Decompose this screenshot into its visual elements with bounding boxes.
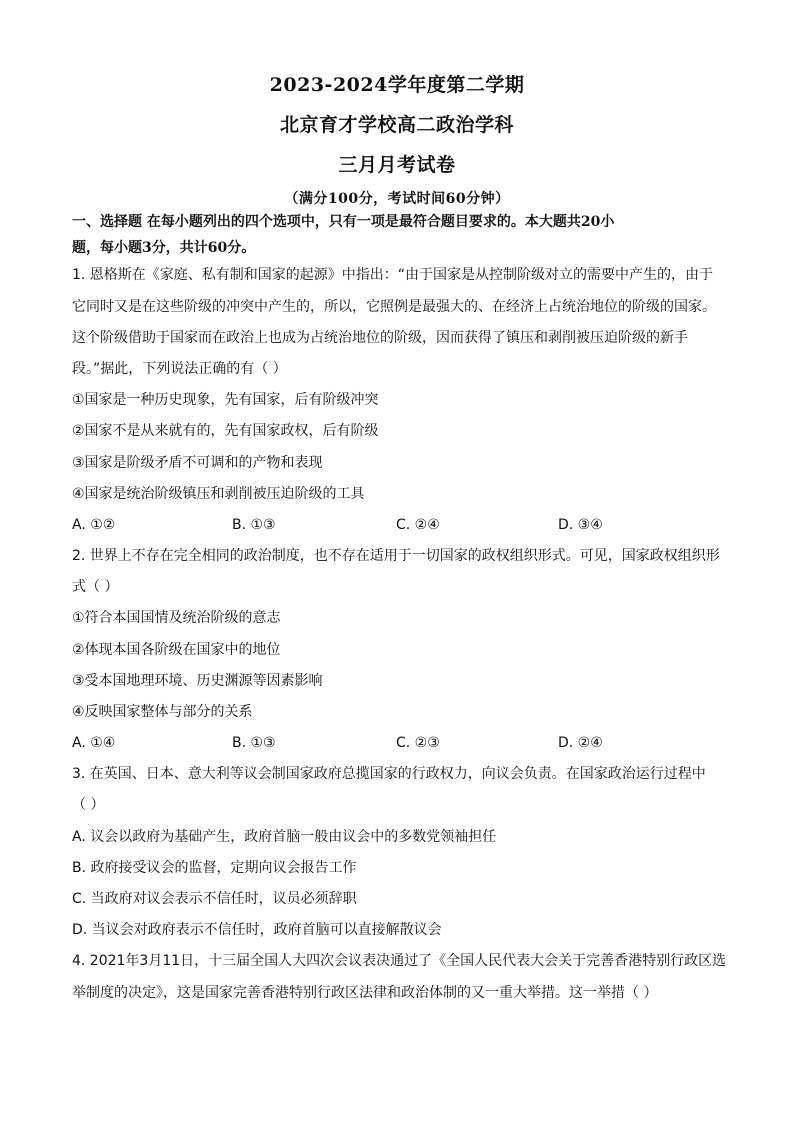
q3-choice-b: B. 政府接受议会的监督，定期向议会报告工作	[72, 860, 357, 876]
q2-item-4: ④反映国家整体与部分的关系	[72, 704, 253, 720]
q2-item-2: ②体现本国各阶级在国家中的地位	[72, 642, 281, 658]
q4-stem-line-2: 举制度的决定》，这是国家完善香港特别行政区法律和政治体制的又一重大举措。这一举措（ ）	[72, 985, 658, 1001]
q3-stem-line-1: 3. 在英国、日本、意大利等议会制国家政府总揽国家的行政权力，向议会负责。在国家政治运行过程中	[72, 766, 706, 782]
q1-item-1: ①国家是一种历史现象，先有国家，后有阶级冲突	[72, 392, 379, 408]
exam-year-title: 2023-2024学年度第二学期	[269, 74, 525, 96]
q1-option-b: B. ①③	[232, 517, 276, 533]
q1-option-c: C. ②④	[396, 517, 440, 533]
q3-stem-line-2: （ ）	[72, 797, 105, 813]
exam-name-title: 三月月考试卷	[338, 154, 456, 176]
q2-stem-line-2: 式（ ）	[72, 579, 119, 595]
q3-choice-c: C. 当政府对议会表示不信任时，议员必须辞职	[72, 891, 357, 907]
q2-option-c: C. ②③	[396, 735, 440, 751]
section-instruction-line-2: 题，每小题3分，共计60分。	[72, 240, 256, 256]
q2-option-b: B. ①③	[232, 735, 276, 751]
q2-option-a: A. ①④	[72, 735, 116, 751]
q2-stem-line-1: 2. 世界上不存在完全相同的政治制度，也不存在适用于一切国家的政权组织形式。可见，国家政权组织形	[72, 548, 720, 564]
q1-item-2: ②国家不是从来就有的，先有国家政权，后有阶级	[72, 423, 379, 439]
section-instruction-line-1: 一、选择题 在每小题列出的四个选项中，只有一项是最符合题目要求的。本大题共20小	[72, 214, 615, 230]
q1-stem-line-3: 这个阶级借助于国家而在政治上也成为占统治地位的阶级，因而获得了镇压和剥削被压迫阶级的新手	[72, 330, 688, 346]
q1-stem-line-2: 它同时又是在这些阶级的冲突中产生的，所以，它照例是最强大的、在经济上占统治地位的阶级的国家。	[72, 299, 716, 315]
school-subject-title: 北京育才学校高二政治学科	[279, 114, 514, 136]
q2-item-3: ③受本国地理环境、历史渊源等因素影响	[72, 673, 323, 689]
q3-choice-a: A. 议会以政府为基础产生，政府首脑一般由议会中的多数党领袖担任	[72, 829, 497, 845]
q1-option-a: A. ①②	[72, 517, 116, 533]
exam-score-time-note: （满分100分，考试时间60分钟）	[284, 191, 510, 207]
q2-option-d: D. ②④	[558, 735, 603, 751]
q1-item-3: ③国家是阶级矛盾不可调和的产物和表现	[72, 455, 323, 471]
q4-stem-line-1: 4. 2021年3月11日，十三届全国人大四次会议表决通过了《全国人民代表大会关于完善香港特别行政区选	[72, 953, 727, 969]
q1-option-d: D. ③④	[558, 517, 603, 533]
q1-stem-line-1: 1. 恩格斯在《家庭、私有制和国家的起源》中指出：“由于国家是从控制阶级对立的需要中产生的，由于	[72, 267, 714, 283]
q1-item-4: ④国家是统治阶级镇压和剥削被压迫阶级的工具	[72, 486, 365, 502]
q2-item-1: ①符合本国国情及统治阶级的意志	[72, 610, 281, 626]
q1-stem-line-4: 段。”据此，下列说法正确的有（ ）	[72, 361, 287, 377]
q3-choice-d: D. 当议会对政府表示不信任时，政府首脑可以直接解散议会	[72, 922, 442, 938]
